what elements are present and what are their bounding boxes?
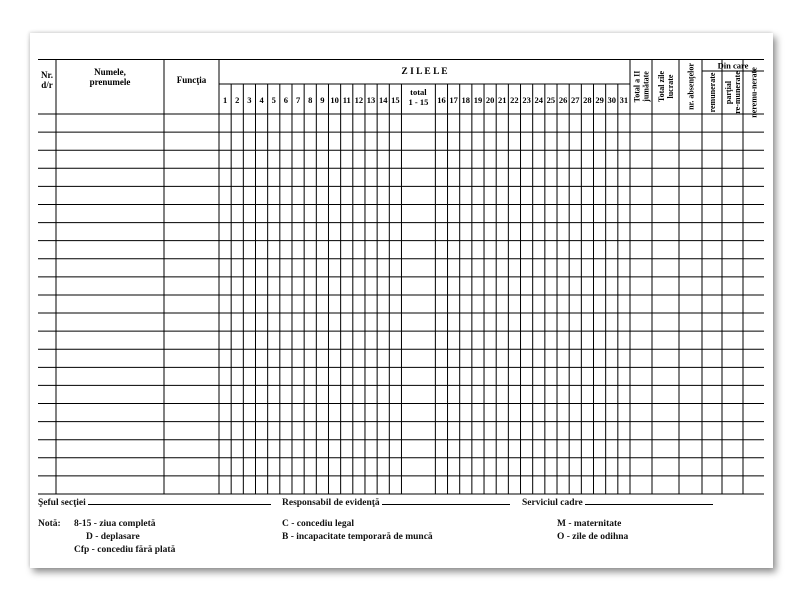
day-column-16: 16 (437, 95, 446, 105)
records-officer-signature-line[interactable] (382, 504, 510, 505)
signature-records-officer (282, 498, 510, 509)
day-column-19: 19 (473, 95, 483, 105)
header-function: Funcţia (176, 75, 207, 85)
day-column-12: 12 (354, 95, 364, 105)
section-head-signature-line[interactable] (88, 504, 271, 505)
day-column-15: 15 (391, 95, 400, 105)
day-column-23: 23 (522, 95, 531, 105)
hr-service-signature-line[interactable] (585, 504, 713, 505)
day-column-3: 3 (247, 95, 252, 105)
legend-unpaid-leave: Cfp - concediu fără plată (74, 545, 176, 555)
day-column-2: 2 (235, 95, 240, 105)
header-of-which: Din care (717, 60, 749, 71)
header-unpaid: neremu-nerate (749, 67, 759, 118)
day-column-8: 8 (308, 95, 313, 105)
section-head-label: Şeful secţiei (38, 498, 86, 508)
legend-full-day: 8-15 - ziua completă (74, 519, 156, 529)
day-column-total: total 1 - 15 (408, 87, 429, 107)
legend-maternity: M - maternitate (557, 519, 622, 529)
day-column-25: 25 (546, 95, 556, 105)
day-column-18: 18 (461, 95, 471, 105)
header-days: Z I L E L E (401, 67, 448, 77)
day-column-27: 27 (571, 95, 580, 105)
header-partially-paid: parţialre-munerate (724, 71, 742, 114)
header-nr: Nr. d/r (41, 70, 53, 90)
legend-title: Notă: (38, 519, 61, 529)
header-name: Numele, prenumele (89, 67, 131, 87)
legend-legal-leave: C - concediu legal (282, 519, 355, 529)
header-absences: nr. absenţelor (686, 63, 696, 110)
day-column-22: 22 (510, 95, 519, 105)
day-column-17: 17 (449, 95, 458, 105)
day-column-5: 5 (271, 95, 276, 105)
hr-service-label: Serviciul cadre (522, 498, 583, 508)
day-column-4: 4 (259, 95, 264, 105)
day-column-7: 7 (295, 95, 301, 105)
day-column-31: 31 (619, 95, 629, 105)
day-column-13: 13 (366, 95, 376, 105)
day-column-9: 9 (320, 95, 325, 105)
signature-hr-service (522, 498, 713, 509)
day-column-10: 10 (330, 95, 339, 105)
day-column-26: 26 (558, 95, 568, 105)
day-column-11: 11 (342, 95, 351, 105)
header-total-half: Total a IIjumătate (632, 70, 651, 103)
records-officer-label: Responsabil de evidenţă (282, 498, 380, 508)
day-column-6: 6 (283, 95, 289, 105)
day-column-24: 24 (534, 95, 544, 105)
legend-travel: D - deplasare (86, 532, 140, 542)
legend-sick-leave: B - incapacitate temporară de muncă (282, 532, 433, 542)
signature-section-head (38, 498, 271, 509)
header-total-worked: Total zilelucrate (657, 70, 675, 103)
header-paid: remunerate (708, 72, 717, 113)
timesheet-table (38, 59, 764, 494)
day-column-1: 1 (222, 95, 228, 105)
day-column-28: 28 (583, 95, 592, 105)
legend-rest-days: O - zile de odihna (557, 532, 629, 542)
day-column-14: 14 (378, 95, 388, 105)
day-column-30: 30 (607, 95, 617, 105)
day-column-20: 20 (485, 95, 495, 105)
day-column-21: 21 (498, 95, 507, 105)
day-column-29: 29 (595, 95, 604, 105)
